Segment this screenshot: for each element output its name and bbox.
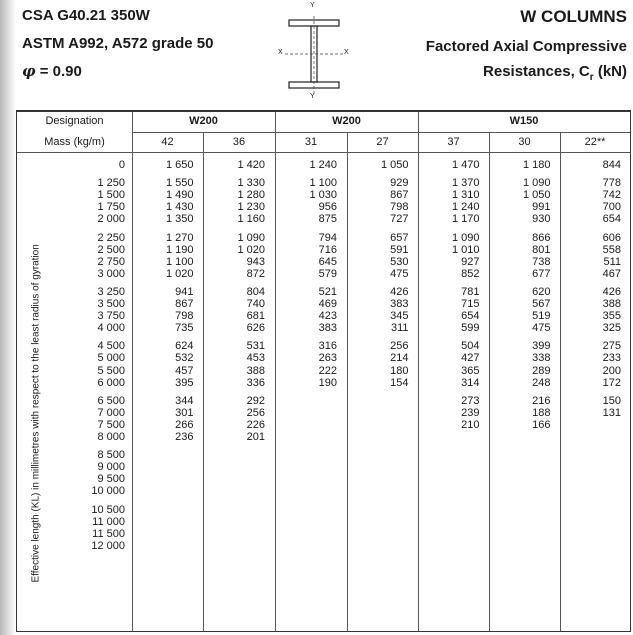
resistance-value: 794 (318, 231, 337, 244)
effective-length-value: 3 500 (97, 298, 125, 310)
resistance-value: 626 (246, 322, 265, 335)
effective-length-value: 3 750 (97, 310, 125, 323)
group-header: W200 (189, 115, 218, 127)
effective-length-value: 4 500 (97, 340, 125, 353)
resistance-value: 1 430 (165, 201, 194, 214)
resistance-value: 388 (602, 298, 621, 310)
effective-length-value: 9 500 (97, 473, 125, 486)
w-section-diagram (278, 2, 349, 100)
resistance-value: 956 (318, 201, 337, 214)
mass-header: Mass (kg/m) (44, 136, 105, 148)
resistance-value: 266 (175, 418, 194, 431)
resistance-value: 256 (390, 340, 409, 353)
resistance-value: 292 (246, 394, 265, 407)
resistance-value: 727 (390, 213, 409, 226)
resistance-value: 338 (532, 352, 551, 365)
resistance-value: 1 550 (165, 177, 194, 190)
phi-symbol: φ (22, 62, 36, 80)
resistance-value: 1 020 (237, 243, 265, 256)
resistance-value: 201 (246, 431, 265, 443)
column-divider (275, 112, 276, 631)
phi-value: = 0.90 (39, 63, 82, 80)
resistance-value: 1 170 (451, 213, 480, 226)
resistance-value: 1 020 (165, 267, 194, 280)
resistance-value: 1 330 (237, 177, 265, 190)
resistance-value: 657 (390, 231, 409, 244)
resistance-value: 654 (461, 310, 480, 323)
resistance-value: 166 (532, 418, 551, 431)
page-edge-shadow (0, 0, 16, 635)
mass-value: 31 (304, 136, 318, 148)
resistance-value: 798 (175, 310, 194, 323)
resistance-value: 645 (318, 255, 337, 268)
column-divider (203, 132, 204, 631)
header-divider (17, 152, 630, 153)
resistance-value: 325 (602, 322, 621, 335)
effective-length-value: 2 000 (97, 213, 125, 226)
resistance-value: 558 (602, 243, 621, 256)
resistance-value: 1 090 (237, 231, 265, 244)
resistance-value: 620 (532, 285, 551, 298)
resistance-value: 222 (318, 364, 337, 377)
effective-length-value: 3 250 (97, 285, 125, 298)
resistance-value: 606 (602, 231, 621, 244)
resistance-value: 365 (461, 364, 480, 377)
resistance-value: 275 (602, 340, 621, 353)
resistance-value: 233 (602, 352, 621, 365)
header-divider (132, 132, 630, 133)
resistance-value: 1 270 (165, 231, 194, 244)
resistance-value: 216 (532, 394, 551, 407)
resistance-value: 426 (602, 285, 621, 298)
resistance-value: 567 (532, 298, 551, 310)
astm-grade-line: ASTM A992, A572 grade 50 (22, 35, 214, 52)
mass-value: 22** (584, 136, 606, 148)
resistance-value: 715 (461, 298, 480, 310)
resistance-value: 872 (246, 267, 265, 280)
resistance-value: 781 (461, 285, 480, 298)
effective-length-value: 7 000 (97, 406, 125, 419)
resistance-value: 804 (246, 285, 265, 298)
resistance-value: 521 (318, 285, 337, 298)
resistance-value: 423 (318, 310, 337, 323)
resistance-value: 399 (532, 340, 551, 353)
resistance-value: 927 (461, 255, 480, 268)
resistance-value: 336 (246, 376, 265, 389)
resistance-value: 1 280 (237, 189, 265, 202)
resistance-factor (22, 62, 82, 81)
resistance-value: 475 (532, 322, 551, 335)
resistance-value: 875 (318, 213, 337, 226)
resistance-value: 200 (602, 364, 621, 377)
resistance-value: 256 (246, 406, 265, 419)
effective-length-value: 4 000 (97, 322, 125, 335)
resistance-value: 188 (532, 406, 551, 419)
resistance-value: 654 (602, 213, 621, 226)
effective-length-value: 8 500 (97, 449, 125, 462)
effective-length-value: 1 500 (97, 189, 125, 202)
page-subtitle-units (483, 62, 627, 88)
resistance-value: 519 (532, 310, 551, 323)
resistance-value: 469 (318, 298, 337, 310)
effective-length-value: 2 750 (97, 255, 125, 268)
subtitle-suffix: (kN) (593, 63, 627, 80)
resistance-value: 388 (246, 364, 265, 377)
resistance-value: 1 190 (165, 243, 194, 256)
mass-value: 37 (447, 136, 460, 148)
resistance-value: 1 100 (309, 177, 337, 190)
effective-length-axis-label: Effective length (KL) in millimetres with respect to the least radius of gyration (30, 244, 42, 583)
resistance-value: 740 (246, 298, 265, 310)
resistance-value: 1 090 (451, 231, 480, 244)
resistance-value: 1 010 (451, 243, 480, 256)
resistance-value: 226 (246, 418, 265, 431)
resistance-value: 867 (390, 189, 409, 202)
resistance-value: 735 (175, 322, 194, 335)
group-header: W200 (332, 115, 361, 127)
page-subtitle: Factored Axial Compressive (425, 38, 627, 55)
resistance-value: 852 (461, 267, 480, 280)
effective-length-value: 2 500 (97, 243, 125, 256)
effective-length-value: 11 000 (92, 515, 125, 528)
resistance-value: 453 (246, 352, 265, 365)
resistance-value: 154 (390, 376, 409, 389)
resistance-value: 214 (390, 352, 409, 365)
resistance-value: 504 (461, 340, 480, 353)
resistance-value: 1 160 (237, 213, 265, 226)
effective-length-value: 6 000 (97, 376, 125, 389)
effective-length-value: 0 (118, 159, 125, 171)
resistance-value: 624 (175, 340, 194, 353)
resistance-value: 1 090 (522, 177, 551, 190)
resistance-value: 599 (461, 322, 480, 335)
effective-length-value: 1 750 (97, 201, 125, 214)
resistance-value: 716 (318, 243, 337, 256)
resistance-value: 677 (532, 267, 551, 280)
resistance-value: 150 (602, 394, 621, 407)
resistance-value: 289 (532, 364, 551, 377)
effective-length-value: 7 500 (97, 418, 125, 431)
resistance-value: 532 (175, 352, 194, 365)
effective-length-value: 11 500 (92, 527, 125, 540)
mass-value: 30 (518, 136, 531, 148)
effective-length-value: 1 250 (97, 177, 125, 190)
effective-length-value: 3 000 (97, 267, 125, 280)
subtitle-prefix: Resistances, C (483, 63, 590, 80)
resistance-value: 801 (532, 243, 551, 256)
resistance-value: 929 (390, 177, 409, 190)
resistance-value: 1 230 (237, 201, 265, 214)
resistance-value: 395 (175, 376, 194, 389)
resistance-value: 1 030 (309, 189, 337, 202)
resistance-value: 738 (532, 255, 551, 268)
resistance-value: 930 (532, 213, 551, 226)
resistance-value: 867 (175, 298, 194, 310)
resistance-value: 943 (246, 255, 265, 268)
resistance-value: 1 050 (380, 159, 409, 171)
resistance-value: 1 240 (451, 201, 480, 214)
resistance-value: 383 (318, 322, 337, 335)
resistance-value: 355 (602, 310, 621, 323)
resistance-value: 383 (390, 298, 409, 310)
resistance-value: 1 050 (522, 189, 551, 202)
axis-x-left-label: X (278, 49, 283, 56)
resistance-value: 778 (602, 177, 621, 190)
resistance-value: 475 (390, 267, 409, 280)
page-title: W COLUMNS (520, 7, 627, 26)
resistance-value: 1 350 (165, 213, 194, 226)
w-section-icon (285, 8, 343, 100)
resistance-value: 1 310 (451, 189, 480, 202)
resistance-value: 1 490 (165, 189, 194, 202)
resistance-value: 210 (461, 418, 480, 431)
resistance-value: 311 (390, 322, 409, 335)
resistance-value: 190 (318, 376, 337, 389)
effective-length-value: 6 500 (97, 394, 125, 407)
resistance-value: 316 (318, 340, 337, 353)
axis-y-bottom-label: Y (310, 93, 315, 100)
steel-grade-line: CSA G40.21 350W (22, 7, 150, 24)
resistance-value: 345 (390, 310, 409, 323)
group-header: W150 (509, 115, 539, 127)
resistance-value: 991 (532, 201, 551, 214)
resistance-value: 700 (602, 201, 621, 214)
resistance-value: 239 (461, 406, 480, 419)
resistance-value: 530 (390, 255, 409, 268)
resistance-value: 172 (602, 376, 621, 389)
resistance-value: 131 (602, 406, 621, 419)
resistance-value: 301 (175, 406, 194, 419)
mass-value: 42 (161, 136, 174, 148)
compressive-resistance-table (16, 110, 631, 632)
effective-length-value: 9 000 (97, 461, 125, 474)
mass-value: 27 (376, 136, 389, 148)
effective-length-value: 12 000 (91, 539, 125, 552)
resistance-value: 1 650 (165, 159, 194, 171)
resistance-value: 681 (246, 310, 265, 323)
resistance-value: 344 (175, 394, 194, 407)
effective-length-value: 5 500 (97, 364, 125, 377)
resistance-value: 273 (461, 394, 480, 407)
effective-length-value: 5 000 (97, 352, 125, 365)
resistance-value: 511 (603, 255, 621, 268)
resistance-value: 866 (532, 231, 551, 244)
axis-y-top-label: Y (310, 2, 315, 9)
designation-header: Designation (45, 115, 104, 127)
resistance-value: 1 470 (451, 159, 480, 171)
resistance-value: 531 (246, 340, 265, 353)
resistance-value: 180 (390, 364, 409, 377)
effective-length-value: 8 000 (97, 431, 125, 443)
resistance-value: 263 (318, 352, 337, 365)
resistance-value: 467 (602, 267, 621, 280)
resistance-value: 457 (175, 364, 194, 377)
resistance-value: 798 (390, 201, 409, 214)
resistance-value: 1 100 (165, 255, 194, 268)
effective-length-value: 10 000 (91, 485, 125, 498)
resistance-value: 844 (602, 159, 621, 171)
resistance-value: 1 370 (451, 177, 480, 190)
resistance-value: 1 180 (522, 159, 551, 171)
resistance-value: 579 (318, 267, 337, 280)
effective-length-value: 2 250 (97, 231, 125, 244)
resistance-value: 426 (390, 285, 409, 298)
resistance-value: 314 (461, 376, 480, 389)
resistance-value: 941 (175, 285, 194, 298)
subtitle-subscript: r (589, 72, 594, 83)
axis-x-right-label: X (344, 49, 349, 56)
mass-value: 36 (232, 136, 246, 148)
resistance-value: 742 (602, 189, 621, 202)
effective-length-value: 10 500 (91, 503, 125, 516)
resistance-value: 591 (390, 243, 409, 256)
resistance-value: 427 (461, 352, 480, 365)
resistance-value: 1 240 (309, 159, 337, 171)
resistance-value: 1 420 (237, 159, 265, 171)
resistance-value: 236 (175, 431, 194, 443)
resistance-value: 248 (532, 376, 551, 389)
